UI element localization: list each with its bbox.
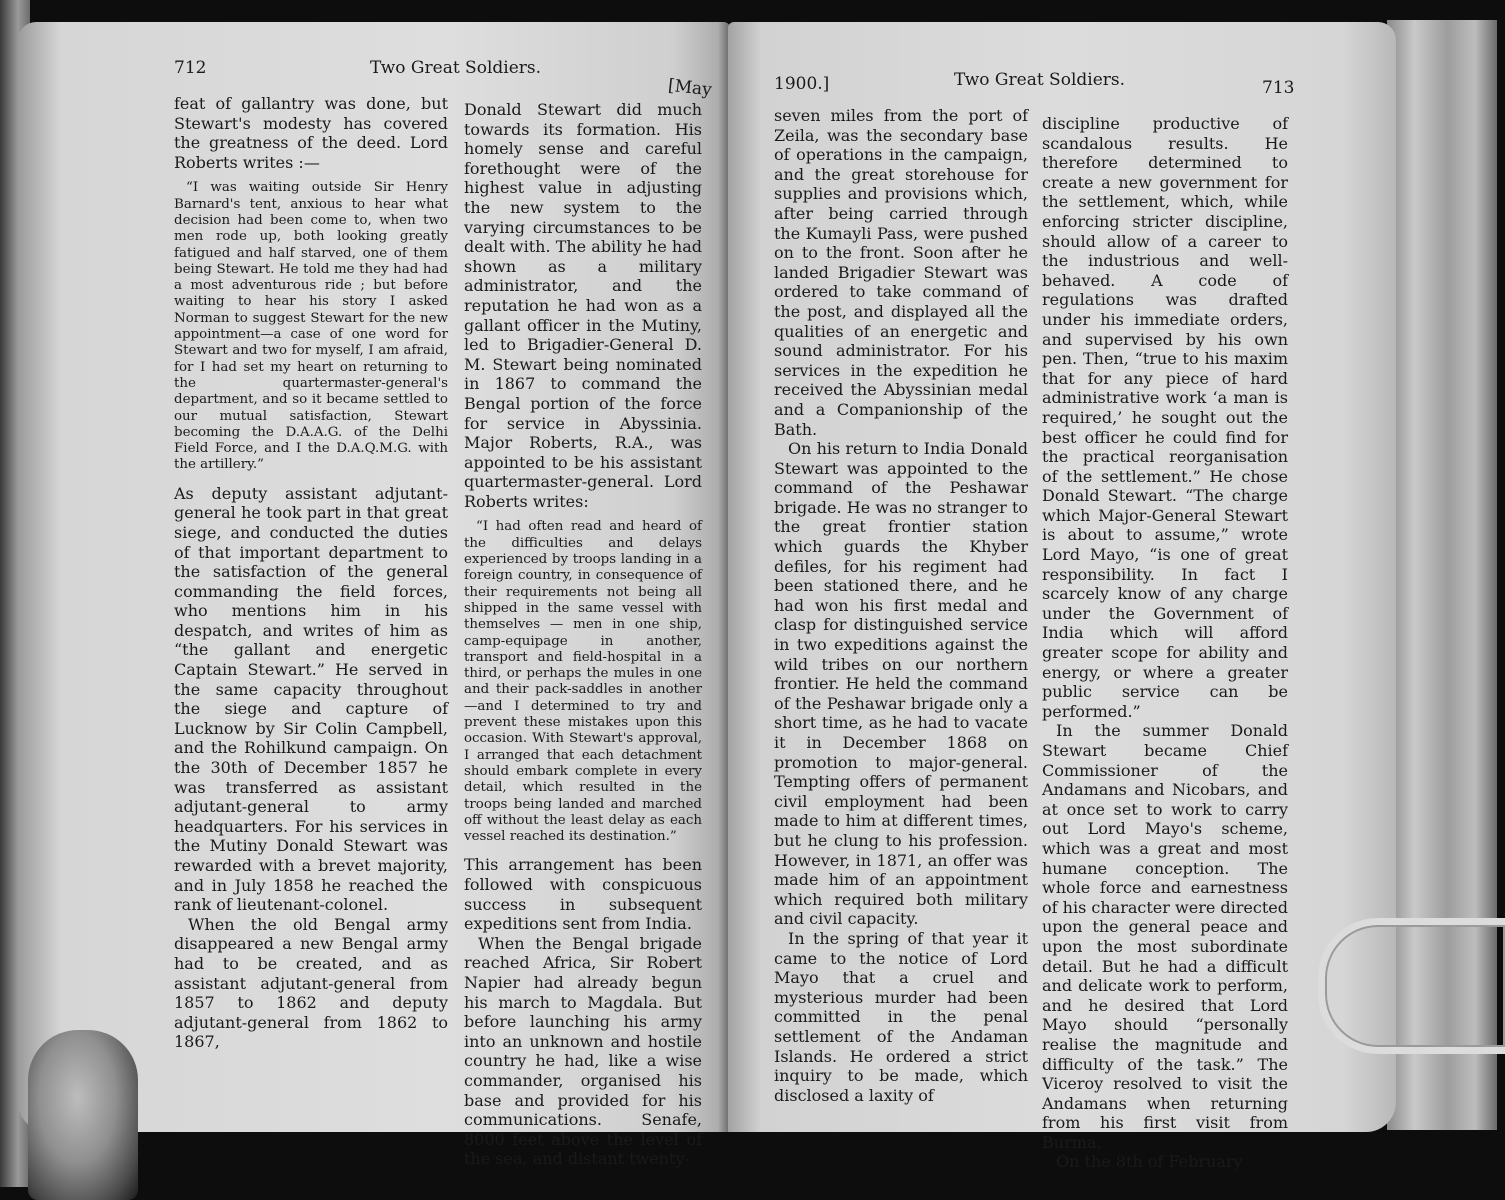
left-page: [18, 22, 730, 1169]
paragraph: When the Bengal brigade reached Africa, Sir Robert Napier had already begun his march to Magdala. But before launching his army into an unknown and hostile country he had, like a wise commander, organised his base and provided for his communications. Senafe, 8000 feet above the level of the sea, and distant twenty-: [464, 933, 702, 1169]
paragraph: discipline productive of scandalous results. He therefore determined to create a new government for the settlement, which, while enforcing stricter discipline, should allow of a career to the industrious and well-behaved. A code of regulations was drafted under his immediate orders, and supervised by his own pen. Then, “true to his maxim that for any piece of hard administrative work ‘a man is required,’ he sought out the best officer he could find for the practical reorganisation of the settlement.” He chose Donald Stewart. “The charge which Major-General Stewart is about to assume,” wrote Lord Mayo, “is one of great responsibility. In fact I scarcely know of any charge under the Government of India which will afford greater scope for ability and energy, or where a greater public service can be performed.”: [1042, 114, 1288, 721]
paragraph: seven miles from the port of Zeila, was the secondary base of operations in the campaign, and the great storehouse for supplies and provisions which, after being carried through the Kumayli Pass, were pushed on to the front. Soon after he landed Brigadier Stewart was ordered to take command of the post, and displayed all the qualities of an energetic and sound administrator. For his services in the expedition he received the Abyssinian medal and a Companionship of the Bath.: [774, 106, 1028, 439]
paragraph: feat of gallantry was done, but Stewart's modesty has covered the greatness of the deed. Lord Roberts writes :—: [174, 94, 448, 172]
left-running-title: Two Great Soldiers.: [370, 58, 542, 78]
paragraph: In the summer Donald Stewart became Chief Commissioner of the Andamans and Nicobars, and at once set to work to carry out Lord Mayo's scheme, which was a great and most humane conception. The whole force and earnestness of his character were directed upon the general peace and upon the most subordinate detail. But he had a difficult and delicate work to perform, and he desired that Lord Mayo should “personally realise the magnitude and difficulty of the task.” The Viceroy resolved to visit the Andamans when returning from his first visit from Burma.: [1042, 721, 1288, 1152]
paragraph: Donald Stewart did much towards its formation. His homely sense and careful forethought were of the highest value in adjusting the new system to the varying circumstances to be dealt with. The ability he had shown as a military administrator, and the reputation he had won as a gallant officer in the Mutiny, led to Brigadier-General D. M. Stewart being nominated in 1867 to command the Bengal portion of the force for service in Abyssinia. Major Roberts, R.A., was appointed to be his assistant quartermaster-general. Lord Roberts writes:: [464, 100, 702, 511]
block-quote: [174, 180, 448, 473]
paragraph: On his return to India Donald Stewart was appointed to the command of the Peshawar brigade. He was no stranger to the great frontier station which guards the Khyber defiles, for his regiment had been stationed there, and he had won his first medal and clasp for distinguished service in two expeditions against the wild tribes on our northern frontier. He held the command of the Peshawar brigade only a short time, as he had to vacate it in December 1868 on promotion to major-general. Tempting offers of permanent civil employment had been made to him at different times, but he clung to his profession. However, in 1871, an offer was made him of an appointment which required both military and civil capacity.: [774, 439, 1028, 929]
holding-thumb: [28, 1030, 138, 1200]
paragraph: When the old Bengal army disappeared a new Bengal army had to be created, and as assistant adjutant-general from 1857 to 1862 and deputy adjutant-general from 1862 to 1867,: [174, 914, 448, 1052]
right-column-2: [1042, 114, 1288, 1172]
right-page-number: 713: [1262, 78, 1295, 98]
right-running-title: Two Great Soldiers.: [954, 70, 1126, 90]
paragraph: In the spring of that year it came to the notice of Lord Mayo that a cruel and mysterious murder had been committed in the penal settlement of the Andaman Islands. He ordered a strict inquiry to be made, which disclosed a laxity of: [774, 928, 1028, 1105]
paragraph: As deputy assistant adjutant-general he took part in that great siege, and conducted the duties of that important department to the satisfaction of the general commanding the field forces, who mentions him in his despatch, and writes of him as “the gallant and energetic Captain Stewart.” He served in the same capacity throughout the siege and capture of Lucknow by Sir Colin Campbell, and the Rohilkund campaign. On the 30th of December 1857 he was transferred as assistant adjutant-general to army headquarters. For his services in the Mutiny Donald Stewart was rewarded with a brevet majority, and in July 1858 he reached the rank of lieutenant-colonel.: [174, 483, 448, 915]
quote-text: “I was waiting outside Sir Henry Barnard's tent, anxious to hear what decision had been come to, when two men rode up, both looking greatly fatigued and half starved, one of them being Stewart. He told me they had had a most adventurous ride ; but before waiting to hear his story I asked Norman to suggest Stewart for the new appointment—a case of one word for Stewart and two for myself, I am afraid, for I had set my heart on returning to the quartermaster-general's department, and so it became settled to our mutual satisfaction, Stewart becoming the D.A.A.G. of the Delhi Field Force, and I the D.A.Q.M.G. with the artillery.”: [174, 180, 448, 473]
left-column-1: [174, 94, 448, 1052]
left-column-2: [464, 100, 702, 1169]
paragraph: This arrangement has been followed with conspicuous success in subsequent expeditions sent from India.: [464, 855, 702, 934]
paper-clip: [1318, 918, 1505, 1054]
right-column-1: [774, 106, 1028, 1105]
block-quote: [464, 519, 702, 845]
quote-text: “I had often read and heard of the difficulties and delays experienced by troops landing in a foreign country, in consequence of their requirements not being all shipped in the same vessel with themselves — men in one ship, camp-equipage in another, transport and field-hospital in a third, or perhaps the mules in one and their pack-saddles in another—and I determined to try and prevent these mistakes upon this occasion. With Stewart's approval, I arranged that each detachment should embark complete in every detail, which resulted in the troops being landed and marched off without the least delay as each vessel reached its destination.”: [464, 519, 702, 845]
paragraph: On the 8th of February: [1056, 1152, 1243, 1172]
left-page-number: 712: [174, 58, 207, 78]
right-page: [728, 22, 1396, 1172]
left-month-mark: [May: [667, 75, 713, 101]
right-year-mark: 1900.]: [774, 74, 830, 94]
